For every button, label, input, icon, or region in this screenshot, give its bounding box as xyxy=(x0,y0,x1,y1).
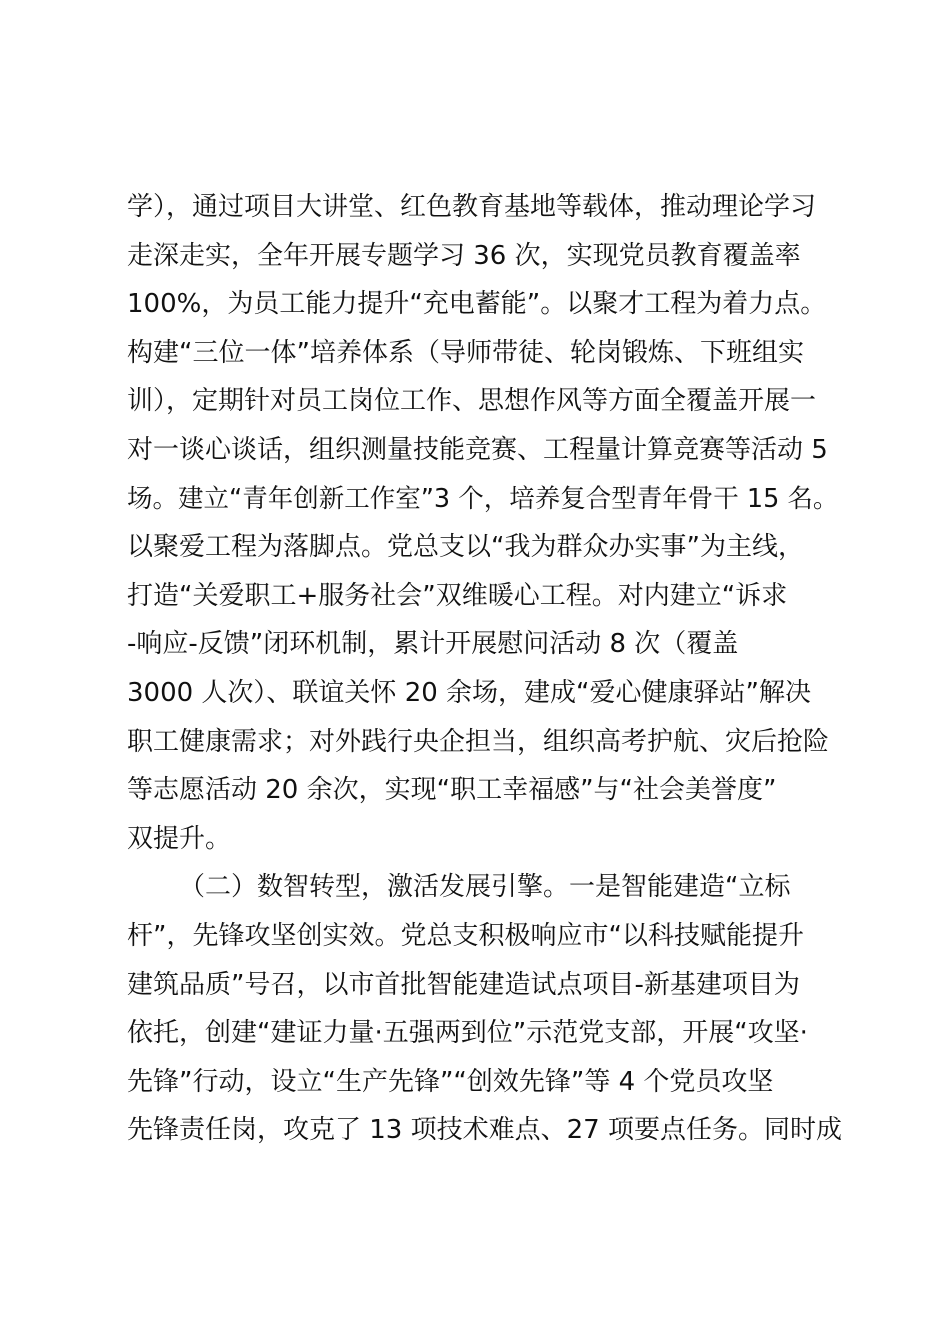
text-line: 100%，为员工能力提升“充电蓄能”。以聚才工程为着力点。 xyxy=(127,289,827,320)
text-line: 以聚爱工程为落脚点。党总支以“我为群众办实事”为主线， xyxy=(127,532,804,563)
text-line: 先锋责任岗，攻克了 13 项技术难点、27 项要点任务。同时成 xyxy=(127,1115,842,1146)
text-line: 等志愿活动 20 余次，实现“职工幸福感”与“社会美誉度” xyxy=(127,775,777,806)
text-line: 学），通过项目大讲堂、红色教育基地等载体，推动理论学习 xyxy=(127,192,817,222)
body-text xyxy=(127,183,847,1155)
text-line: 对一谈心谈话，组织测量技能竞赛、工程量计算竞赛等活动 5 xyxy=(127,434,828,465)
text-line: 职工健康需求；对外践行央企担当，组织高考护航、灾后抢险 xyxy=(127,726,830,757)
text-line: 3000 人次）、联谊关怀 20 余场，建成“爱心健康驿站”解决 xyxy=(127,677,811,708)
text-line: 打造“关爱职工+服务社会”双维暖心工程。对内建立“诉求 xyxy=(127,580,788,611)
text-line: 走深走实，全年开展专题学习 36 次，实现党员教育覆盖率 xyxy=(127,240,801,271)
text-line: 场。建立“青年创新工作室”3 个，培养复合型青年骨干 15 名。 xyxy=(127,483,839,514)
text-line: 建筑品质”号召，以市首批智能建造试点项目-新基建项目为 xyxy=(127,969,800,1000)
text-line: 先锋”行动，设立“生产先锋”“创效先锋”等 4 个党员攻坚 xyxy=(127,1066,774,1097)
text-line: 依托，创建“建证力量·五强两到位”示范党支部，开展“攻坚· xyxy=(127,1018,808,1049)
text-line: 训），定期针对员工岗位工作、思想作风等方面全覆盖开展一 xyxy=(127,386,817,417)
text-line: 杆”，先锋攻坚创实效。党总支积极响应市“以科技赋能提升 xyxy=(127,920,804,951)
text-line: 构建“三位一体”培养体系（导师带徒、轮岗锻炼、下班组实 xyxy=(127,337,804,368)
text-line: -响应-反馈”闭环机制，累计开展慰问活动 8 次（覆盖 xyxy=(127,629,739,660)
section-heading-line: （二）数智转型，激活发展引擎。一是智能建造“立标 xyxy=(179,872,791,903)
text-line: 双提升。 xyxy=(127,823,232,854)
